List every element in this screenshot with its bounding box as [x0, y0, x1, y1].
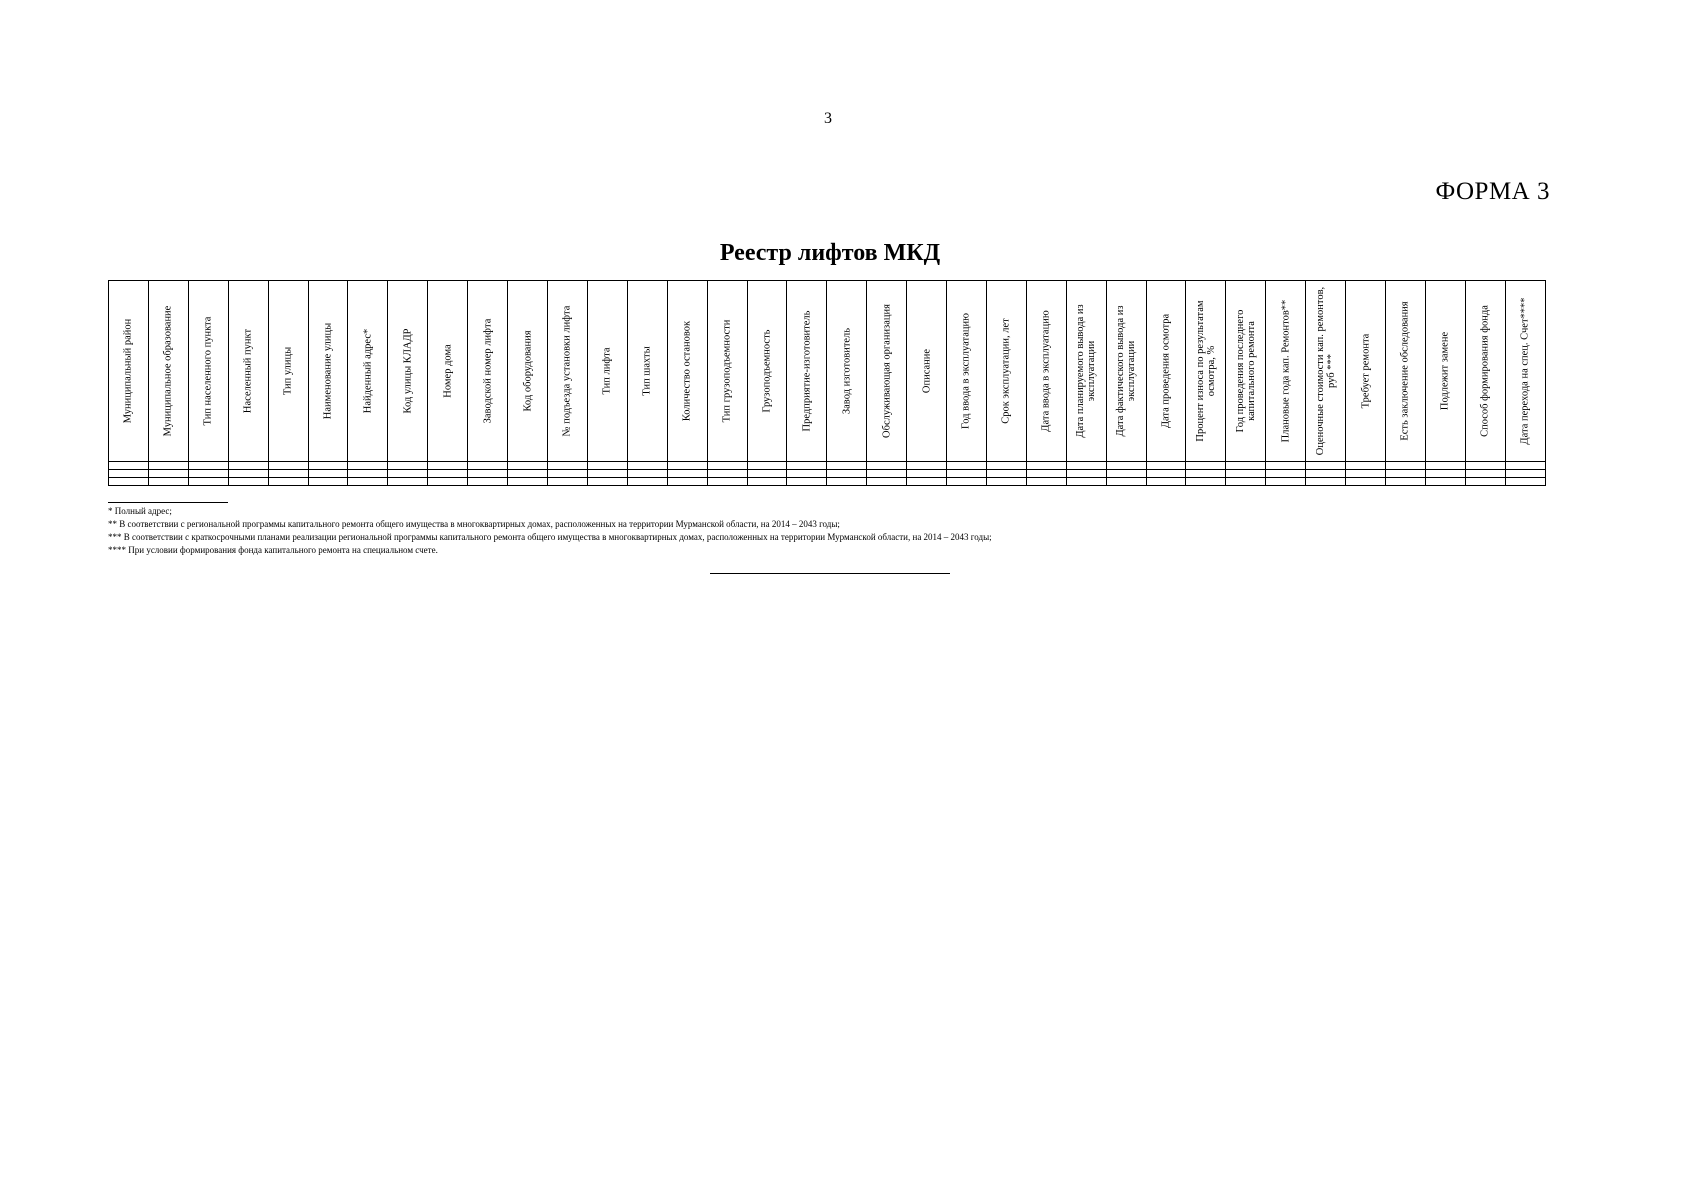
- column-header-label: Дата планируемого вывода из эксплуатации: [1075, 304, 1098, 438]
- table-cell: [1306, 478, 1346, 486]
- column-header: [188, 281, 228, 462]
- column-header-label: Найденный адрес*: [362, 328, 374, 414]
- table-cell: [907, 470, 947, 478]
- table-cell: [1386, 470, 1426, 478]
- table-cell: [747, 462, 787, 470]
- table-cell: [707, 478, 747, 486]
- column-header: [667, 281, 707, 462]
- table-cell: [1346, 470, 1386, 478]
- table-cell: [986, 462, 1026, 470]
- column-header: [468, 281, 508, 462]
- table-cell: [627, 462, 667, 470]
- table-cell: [1026, 478, 1066, 486]
- column-header: [348, 281, 388, 462]
- table-cell: [1066, 462, 1106, 470]
- table-cell: [1186, 462, 1226, 470]
- column-header-label: Дата проведения осмотра: [1160, 313, 1172, 429]
- column-header: [1346, 281, 1386, 462]
- table-cell: [667, 462, 707, 470]
- column-header: [587, 281, 627, 462]
- column-header-label: Дата фактического вывода из эксплуатации: [1115, 305, 1138, 437]
- table-cell: [508, 478, 548, 486]
- table-cell: [1465, 462, 1505, 470]
- table-cell: [667, 478, 707, 486]
- column-header-label: № подъезда установки лифта: [561, 305, 573, 437]
- column-header-label: Процент износа по результатам осмотра, %: [1194, 300, 1217, 442]
- column-header-label: Код улицы КЛАДР: [402, 328, 414, 414]
- column-header: [907, 281, 947, 462]
- column-header-label: Муниципальное образование: [162, 305, 174, 437]
- column-header-label: Заводской номер лифта: [482, 318, 494, 424]
- column-header: [1066, 281, 1106, 462]
- table-cell: [1106, 470, 1146, 478]
- column-header-label: Код оборудования: [522, 330, 534, 412]
- table-cell: [1306, 470, 1346, 478]
- table-cell: [827, 470, 867, 478]
- column-header-label: Тип грузоподъемности: [721, 319, 733, 423]
- column-header-label: Грузоподъемность: [761, 329, 773, 413]
- table-cell: [867, 462, 907, 470]
- table-cell: [388, 478, 428, 486]
- table-cell: [188, 478, 228, 486]
- table-cell: [707, 470, 747, 478]
- table-cell: [109, 462, 149, 470]
- column-header: [148, 281, 188, 462]
- column-header: [1026, 281, 1066, 462]
- column-header-label: Тип населенного пункта: [202, 316, 214, 426]
- column-header: [388, 281, 428, 462]
- table-cell: [388, 470, 428, 478]
- footnote-4: **** При условии формирования фонда капитального ремонта на специальном счете.: [108, 545, 438, 555]
- table-cell: [707, 462, 747, 470]
- column-header: [1186, 281, 1226, 462]
- column-header-label: Количество остановок: [681, 320, 693, 422]
- column-header-label: Наименование улицы: [322, 322, 334, 420]
- table-cell: [188, 470, 228, 478]
- table-cell: [268, 462, 308, 470]
- table-cell: [1266, 462, 1306, 470]
- footnote-1: * Полный адрес;: [108, 506, 172, 516]
- table-cell: [867, 478, 907, 486]
- table-cell: [667, 470, 707, 478]
- column-header: [707, 281, 747, 462]
- column-header-label: Требует ремонта: [1360, 333, 1372, 409]
- column-header: [1306, 281, 1346, 462]
- column-header-label: Населенный пункт: [242, 328, 254, 414]
- table-cell: [1306, 462, 1346, 470]
- table-cell: [428, 462, 468, 470]
- table-cell: [1425, 470, 1465, 478]
- table-cell: [1266, 470, 1306, 478]
- column-header-label: Предприятие-изготовитель: [801, 310, 813, 432]
- table-cell: [827, 462, 867, 470]
- table-cell: [348, 462, 388, 470]
- table-cell: [348, 470, 388, 478]
- column-header: [1226, 281, 1266, 462]
- column-header: [308, 281, 348, 462]
- column-header-label: Способ формирования фонда: [1479, 305, 1491, 437]
- footnote-3: *** В соответствии с краткосрочными планами реализации региональной программы капитального ремонта общего имущества в многоквартирных домах, расположенных на территории Мурманской области, на 2014 – 2043 годы;: [108, 532, 992, 542]
- column-header-label: Год проведения последнего капитального ремонта: [1234, 309, 1257, 433]
- column-header: [986, 281, 1026, 462]
- table-cell: [1266, 478, 1306, 486]
- table-cell: [508, 470, 548, 478]
- column-header: [428, 281, 468, 462]
- column-header-label: Дата ввода в эксплуатацию: [1040, 310, 1052, 432]
- table-cell: [986, 478, 1026, 486]
- table-cell: [508, 462, 548, 470]
- column-header: [228, 281, 268, 462]
- table-cell: [627, 478, 667, 486]
- table-cell: [1146, 470, 1186, 478]
- column-header-label: Дата перехода на спец. Счет****: [1519, 297, 1531, 445]
- table-row: [109, 462, 1546, 470]
- table-cell: [547, 470, 587, 478]
- table-cell: [308, 462, 348, 470]
- table-cell: [587, 462, 627, 470]
- table-cell: [787, 462, 827, 470]
- column-header-label: Подлежит замене: [1439, 331, 1451, 411]
- column-header: [747, 281, 787, 462]
- table-cell: [1186, 478, 1226, 486]
- column-header: [1106, 281, 1146, 462]
- column-header-label: Описание: [921, 348, 933, 394]
- form-label: ФОРМА 3: [1435, 178, 1550, 205]
- column-header: [787, 281, 827, 462]
- table-body: [109, 462, 1546, 486]
- table-cell: [148, 462, 188, 470]
- document-title: Реестр лифтов МКД: [719, 240, 941, 266]
- table-cell: [1226, 470, 1266, 478]
- column-header-label: Оценочные стоимости кап. ремонтов, руб ***: [1314, 286, 1337, 456]
- table-cell: [1066, 478, 1106, 486]
- table-cell: [1146, 478, 1186, 486]
- table-cell: [148, 478, 188, 486]
- table-cell: [308, 470, 348, 478]
- table-cell: [428, 470, 468, 478]
- table-cell: [787, 478, 827, 486]
- table-header-row: [109, 281, 1546, 462]
- table-cell: [348, 478, 388, 486]
- column-header-label: Муниципальный район: [122, 318, 134, 424]
- table-row: [109, 470, 1546, 478]
- table-cell: [1346, 478, 1386, 486]
- table-cell: [587, 478, 627, 486]
- column-header: [627, 281, 667, 462]
- table-cell: [1386, 462, 1426, 470]
- table-cell: [947, 462, 987, 470]
- table-cell: [787, 470, 827, 478]
- table-cell: [468, 462, 508, 470]
- column-header: [1425, 281, 1465, 462]
- table-cell: [1425, 478, 1465, 486]
- page-number: 3: [824, 110, 832, 127]
- column-header: [1266, 281, 1306, 462]
- table-cell: [228, 462, 268, 470]
- column-header: [268, 281, 308, 462]
- table-cell: [947, 470, 987, 478]
- column-header-label: Год ввода в эксплуатацию: [960, 313, 972, 429]
- column-header-label: Завод изготовитель: [841, 327, 853, 415]
- table-cell: [827, 478, 867, 486]
- column-header: [1465, 281, 1505, 462]
- table-cell: [547, 478, 587, 486]
- column-header-label: Срок эксплуатации, лет: [1000, 318, 1012, 424]
- end-of-document-rule: [710, 573, 950, 574]
- column-header: [1505, 281, 1545, 462]
- column-header: [508, 281, 548, 462]
- table-cell: [1026, 462, 1066, 470]
- table-cell: [228, 478, 268, 486]
- table-cell: [986, 470, 1026, 478]
- table-cell: [1425, 462, 1465, 470]
- table-row: [109, 478, 1546, 486]
- footnotes: [108, 502, 1358, 557]
- table-cell: [1066, 470, 1106, 478]
- table-cell: [228, 470, 268, 478]
- table-cell: [1026, 470, 1066, 478]
- table-cell: [468, 470, 508, 478]
- table-cell: [627, 470, 667, 478]
- column-header: [947, 281, 987, 462]
- column-header-label: Обслуживающая организация: [881, 304, 893, 438]
- column-header: [827, 281, 867, 462]
- table-cell: [1146, 462, 1186, 470]
- table-cell: [1505, 470, 1545, 478]
- column-header: [1386, 281, 1426, 462]
- column-header: [867, 281, 907, 462]
- table-cell: [1505, 478, 1545, 486]
- column-header-label: Тип улицы: [282, 346, 294, 396]
- table-cell: [1106, 478, 1146, 486]
- table-cell: [1346, 462, 1386, 470]
- table-cell: [1226, 478, 1266, 486]
- column-header-label: Плановые года кап. Ремонтов**: [1280, 299, 1292, 443]
- table-cell: [1505, 462, 1545, 470]
- table-cell: [109, 470, 149, 478]
- table-cell: [428, 478, 468, 486]
- table-cell: [308, 478, 348, 486]
- table-cell: [268, 478, 308, 486]
- table-cell: [907, 478, 947, 486]
- table-cell: [1465, 478, 1505, 486]
- table-cell: [587, 470, 627, 478]
- table-cell: [947, 478, 987, 486]
- elevator-registry-table: [108, 280, 1546, 486]
- footnote-2: ** В соответствии с региональной программы капитального ремонта общего имущества в многоквартирных домах, расположенных на территории Мурманской области, на 2014 – 2043 годы;: [108, 519, 840, 529]
- table-cell: [109, 478, 149, 486]
- footnote-separator: [108, 502, 228, 503]
- table-cell: [747, 478, 787, 486]
- table-cell: [468, 478, 508, 486]
- table-cell: [907, 462, 947, 470]
- table-cell: [747, 470, 787, 478]
- column-header-label: Тип шахты: [641, 346, 653, 396]
- table-cell: [1226, 462, 1266, 470]
- column-header-label: Номер дома: [442, 344, 454, 398]
- table-cell: [867, 470, 907, 478]
- table-cell: [1465, 470, 1505, 478]
- table-cell: [1186, 470, 1226, 478]
- column-header-label: Есть заключение обследования: [1399, 301, 1411, 441]
- table-cell: [1386, 478, 1426, 486]
- table-cell: [388, 462, 428, 470]
- table-cell: [547, 462, 587, 470]
- table-cell: [268, 470, 308, 478]
- table-cell: [188, 462, 228, 470]
- table-cell: [1106, 462, 1146, 470]
- column-header-label: Тип лифта: [601, 347, 613, 395]
- table-cell: [148, 470, 188, 478]
- column-header: [1146, 281, 1186, 462]
- column-header: [109, 281, 149, 462]
- column-header: [547, 281, 587, 462]
